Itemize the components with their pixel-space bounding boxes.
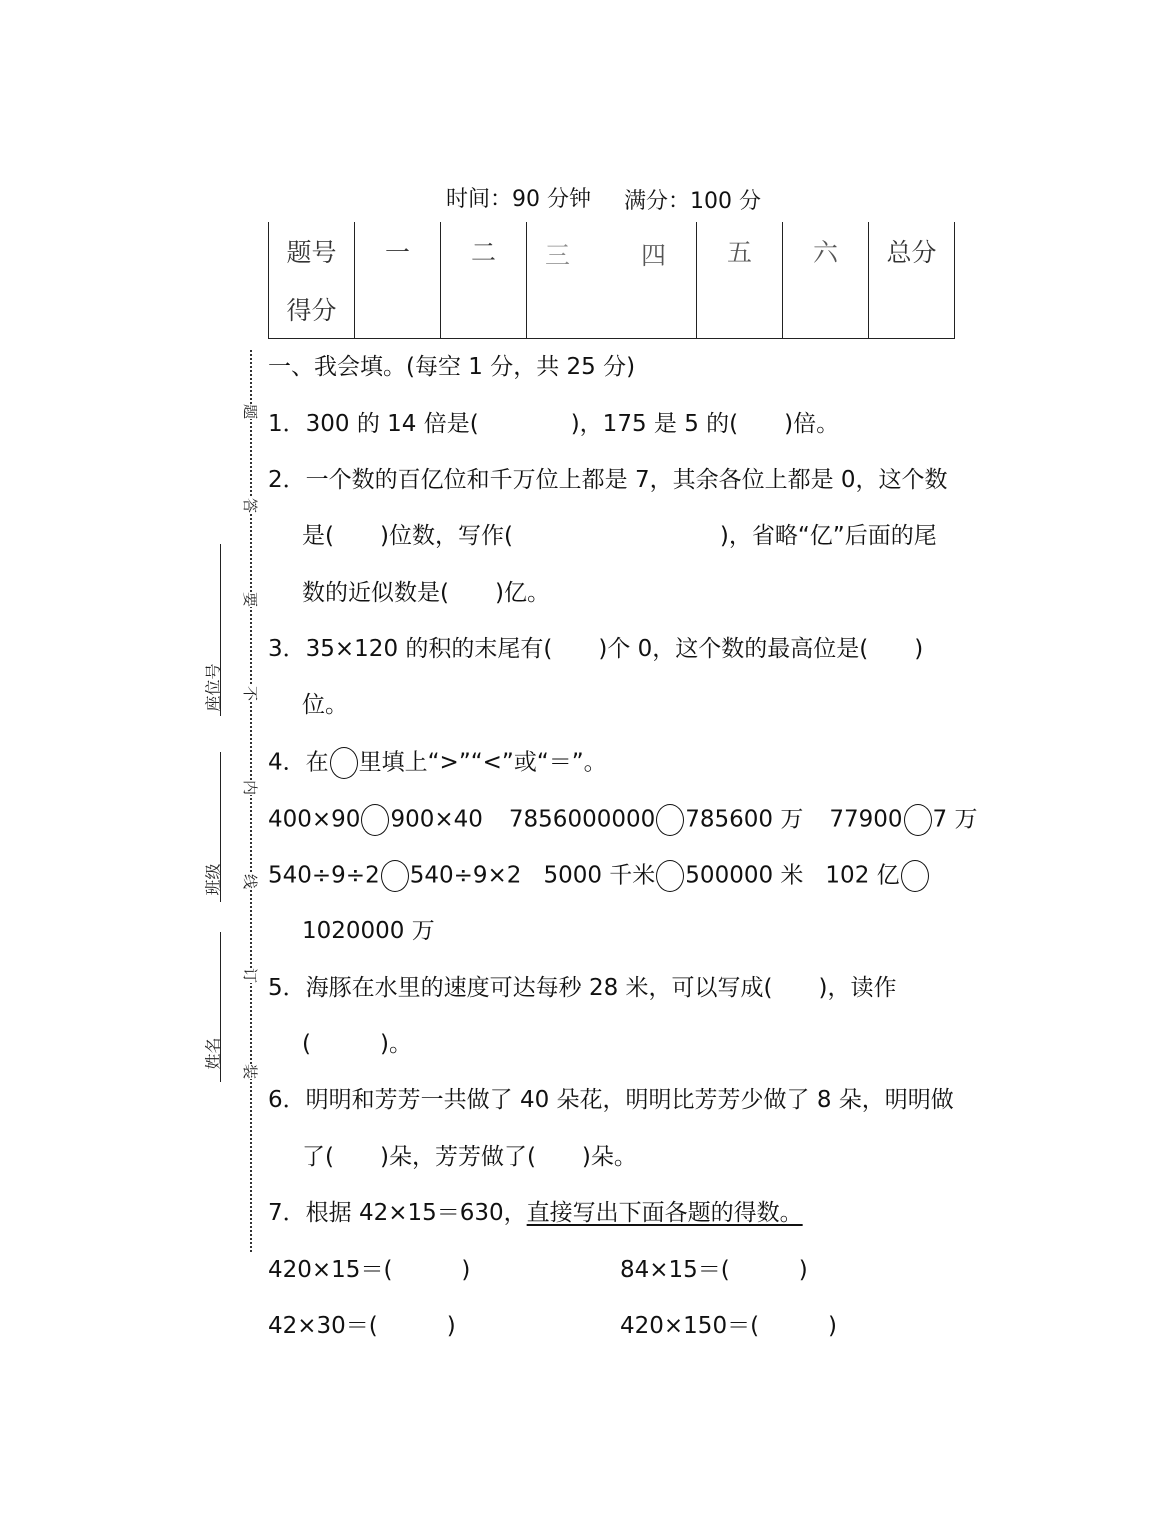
row-label-score: 得分 bbox=[269, 280, 355, 338]
circle-icon bbox=[330, 747, 358, 779]
question-2-line-3: 数的近似数是( )亿。 bbox=[302, 580, 550, 606]
score-table bbox=[268, 222, 955, 339]
compare-right: 785600 万 bbox=[685, 806, 804, 833]
compare-left: 7856000000 bbox=[508, 806, 656, 833]
question-3-line-2: 位。 bbox=[302, 692, 348, 718]
margin-char-7: 订 bbox=[239, 968, 262, 983]
class-label: 班级 bbox=[203, 863, 223, 896]
margin-char-6: 线 bbox=[239, 874, 262, 889]
compare-left: 5000 千米 bbox=[543, 862, 656, 889]
question-6-line-2: 了( )朵，芳芳做了( )朵。 bbox=[302, 1144, 637, 1170]
section-title: 一、我会填。(每空 1 分，共 25 分) bbox=[268, 354, 636, 380]
q7-item-1: 420×15＝( ) bbox=[268, 1257, 471, 1283]
q4-prefix: 4．在 bbox=[268, 749, 329, 776]
compare-left: 400×90 bbox=[268, 806, 361, 833]
col-header-4: 四 bbox=[641, 241, 667, 270]
score-cell-3-4[interactable] bbox=[527, 280, 697, 338]
score-cell-2[interactable] bbox=[441, 280, 527, 338]
question-4-row-2 bbox=[268, 860, 930, 892]
compare-right: 500000 米 bbox=[685, 862, 804, 889]
compare-left: 102 亿 bbox=[825, 862, 900, 889]
compare-circle-input[interactable] bbox=[381, 860, 409, 892]
col-header-3-4 bbox=[527, 222, 697, 280]
score-cell-1[interactable] bbox=[355, 280, 441, 338]
question-4-instruction bbox=[268, 747, 607, 779]
question-7-instruction bbox=[268, 1198, 803, 1228]
q7-underlined: 直接写出下面各题的得数。 bbox=[526, 1200, 803, 1226]
exam-time: 时间：90 分钟 bbox=[446, 187, 591, 212]
col-header-3: 三 bbox=[545, 241, 571, 270]
score-cell-5[interactable] bbox=[697, 280, 783, 338]
margin-char-1: 题 bbox=[239, 404, 262, 419]
col-header-6: 六 bbox=[783, 222, 869, 280]
question-5-line-1: 5．海豚在水里的速度可达每秒 28 米，可以写成( )，读作 bbox=[268, 975, 897, 1001]
seat-number-label: 座位号 bbox=[203, 663, 223, 712]
score-cell-6[interactable] bbox=[783, 280, 869, 338]
score-cell-total[interactable] bbox=[869, 280, 955, 338]
q7-prefix: 7．根据 42×15＝630， bbox=[268, 1200, 527, 1226]
compare-circle-input[interactable] bbox=[656, 804, 684, 836]
margin-char-8: 装 bbox=[239, 1064, 262, 1079]
compare-circle-input[interactable] bbox=[361, 804, 389, 836]
q7-item-3: 42×30＝( ) bbox=[268, 1313, 456, 1339]
row-label-question-number: 题号 bbox=[269, 222, 355, 280]
margin-char-3: 要 bbox=[239, 592, 262, 607]
col-header-total: 总分 bbox=[869, 222, 955, 280]
question-6-line-1: 6．明明和芳芳一共做了 40 朵花，明明比芳芳少做了 8 朵，明明做 bbox=[268, 1087, 954, 1113]
question-1: 1．300 的 14 倍是( )，175 是 5 的( )倍。 bbox=[268, 411, 840, 437]
compare-left: 77900 bbox=[829, 806, 903, 833]
question-2-line-1: 2．一个数的百亿位和千万位上都是 7，其余各位上都是 0，这个数 bbox=[268, 467, 948, 493]
question-4-row-3: 1020000 万 bbox=[302, 918, 435, 944]
q7-item-4: 420×150＝( ) bbox=[620, 1313, 838, 1339]
question-2-line-2: 是( )位数，写作( )，省略“亿”后面的尾 bbox=[302, 523, 937, 549]
compare-right: 540÷9×2 bbox=[409, 862, 522, 889]
margin-char-5: 内 bbox=[239, 780, 262, 795]
question-3-line-1: 3．35×120 的积的末尾有( )个 0，这个数的最高位是( ) bbox=[268, 636, 924, 662]
compare-left: 540÷9÷2 bbox=[268, 862, 380, 889]
margin-char-4: 不 bbox=[239, 686, 262, 701]
question-4-row-1 bbox=[268, 804, 978, 836]
question-5-line-2: ( )。 bbox=[302, 1031, 412, 1057]
binding-dotted-line bbox=[250, 350, 252, 1252]
col-header-2: 二 bbox=[441, 222, 527, 280]
margin-char-2: 答 bbox=[239, 498, 262, 513]
exam-full-score: 满分：100 分 bbox=[624, 189, 761, 214]
compare-circle-input[interactable] bbox=[901, 860, 929, 892]
col-header-1: 一 bbox=[355, 222, 441, 280]
q4-suffix: 里填上“>”“<”或“＝”。 bbox=[358, 749, 607, 776]
compare-right: 7 万 bbox=[932, 806, 978, 833]
compare-right: 900×40 bbox=[390, 806, 483, 833]
col-header-5: 五 bbox=[697, 222, 783, 280]
compare-circle-input[interactable] bbox=[904, 804, 932, 836]
name-label: 姓名 bbox=[203, 1037, 223, 1070]
compare-circle-input[interactable] bbox=[656, 860, 684, 892]
q7-item-2: 84×15＝( ) bbox=[620, 1257, 808, 1283]
